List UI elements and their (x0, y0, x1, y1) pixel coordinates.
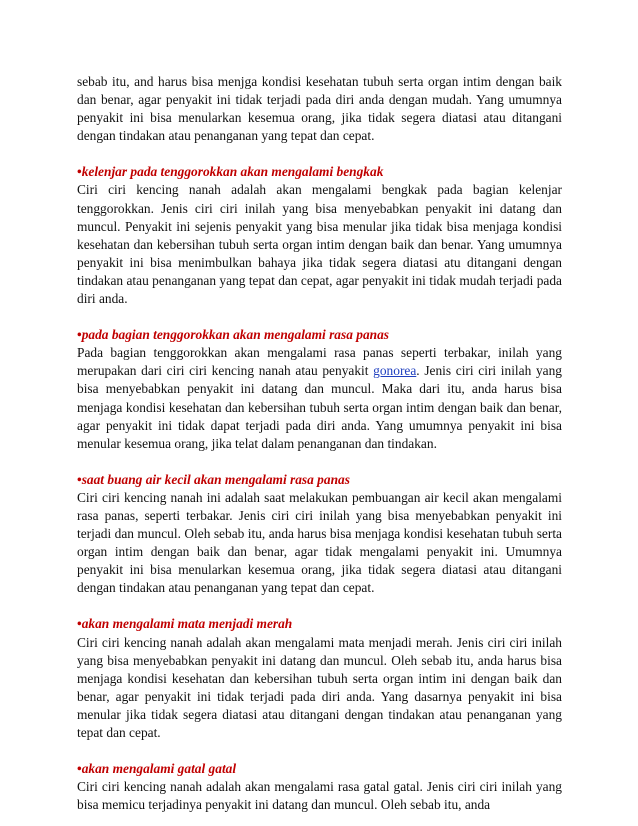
intro-paragraph: sebab itu, and harus bisa menjga kondisi kesehatan tubuh serta organ intim dengan baik dan benar, agar penyakit ini tidak terjadi pada diri anda dengan mudah. Yang umumnya penyakit ini bisa menularkan kesemua orang, jika tidak segera diatasi atau ditangani dengan tindakan atau penanganan yang tepat dan cepat. (77, 74, 562, 144)
section-heading-text: akan mengalami gatal gatal (81, 761, 237, 777)
section-body-after-link: . Jenis ciri ciri inilah yang bisa menyebabkan penyakit ini datang dan muncul. Maka dari itu, anda harus bisa menjaga kondisi kesehatan dan kebersihan tubuh serta organ intim dengan baik dan benar, agar penyakit ini tidak dapat terjadi pada diri anda. Yang umumnya penyakit ini bisa menular kesemua orang, jika telat dalam penanganan dan tindakan. (77, 363, 562, 451)
section-body: Ciri ciri kencing nanah ini adalah saat melakukan pembuangan air kecil akan mengalami rasa panas, seperti terbakar. Jenis ciri ciri inilah yang bisa menyebabkan penyakit ini terjadi dan muncul. Oleh sebab itu, anda harus bisa menjaga kondisi kesehatan tubuh serta organ intim dengan baik dan benar, agar tidak mengalami penyakit ini. Umumnya penyakit ini bisa menularkan kesemua orang, jika tidak segera diatasi atau ditangani dengan tindakan atau penanganan yang tepat dan cepat. (77, 489, 562, 596)
section-body: Ciri ciri kencing nanah adalah akan mengalami rasa gatal gatal. Jenis ciri ciri inilah yang bisa memicu terjadinya penyakit ini datang dan muncul. Oleh sebab itu, anda (77, 779, 562, 813)
bullet-icon: • (77, 616, 82, 632)
document-page (77, 73, 562, 814)
section-gatal-gatal (77, 760, 562, 814)
section-body: Ciri ciri kencing nanah adalah akan mengalami mata menjadi merah. Jenis ciri ciri inilah yang bisa menyebabkan penyakit ini datang dan muncul. Oleh sebab itu, anda harus bisa menjaga kondisi kesehatan dan kebersihan tubuh serta organ intim ini dengan baik dan benar, agar penyakit ini tidak terjadi pada diri anda. Yang dasarnya penyakit ini bisa menular jika tidak segera diatasi atau ditangani dengan tindakan atau penanganan yang tepat dan cepat. (77, 634, 562, 740)
section-heading (77, 471, 562, 489)
section-buang-air-kecil (77, 471, 562, 598)
section-heading (77, 615, 562, 633)
section-mata-merah (77, 615, 562, 742)
section-heading (77, 760, 562, 778)
section-body-before-link: Pada bagian tenggorokkan akan mengalami rasa panas seperti terbakar, inilah yang merupakan dari ciri ciri kencing nanah atau penyakit (77, 345, 562, 379)
section-heading-text: kelenjar pada tenggorokkan akan mengalami bengkak (81, 164, 384, 180)
section-tenggorokkan-panas (77, 326, 562, 453)
section-heading-text: akan mengalami mata menjadi merah (81, 616, 293, 632)
gonorea-link[interactable]: gonorea (373, 363, 417, 379)
section-heading (77, 163, 562, 181)
section-heading (77, 326, 562, 344)
section-kelenjar-bengkak (77, 163, 562, 308)
section-heading-text: pada bagian tenggorokkan akan mengalami rasa panas (81, 327, 389, 343)
section-body: Ciri ciri kencing nanah adalah akan mengalami bengkak pada bagian kelenjar tenggorokkan. Jenis ciri ciri inilah yang bisa menyebabkan penyakit ini datang dan muncul. Penyakit ini sejenis penyakit yang bisa menular jika tidak bisa menjaga kondisi kesehatan dan kebersihan tubuh serta organ intim dengan baik dan benar. Yang umumnya penyakit ini bisa menimbulkan bahaya jika tidak segera diatasi atu ditangani dengan tindakan atau penanganan yang tepat dan cepat, agar penyakit ini tidak mudah terjadi pada diri anda. (77, 182, 562, 307)
bullet-icon: • (77, 327, 82, 343)
bullet-icon: • (77, 761, 82, 777)
bullet-icon: • (77, 471, 82, 487)
section-body (77, 344, 562, 453)
section-heading-text: saat buang air kecil akan mengalami rasa panas (81, 471, 350, 487)
bullet-icon: • (77, 164, 82, 180)
